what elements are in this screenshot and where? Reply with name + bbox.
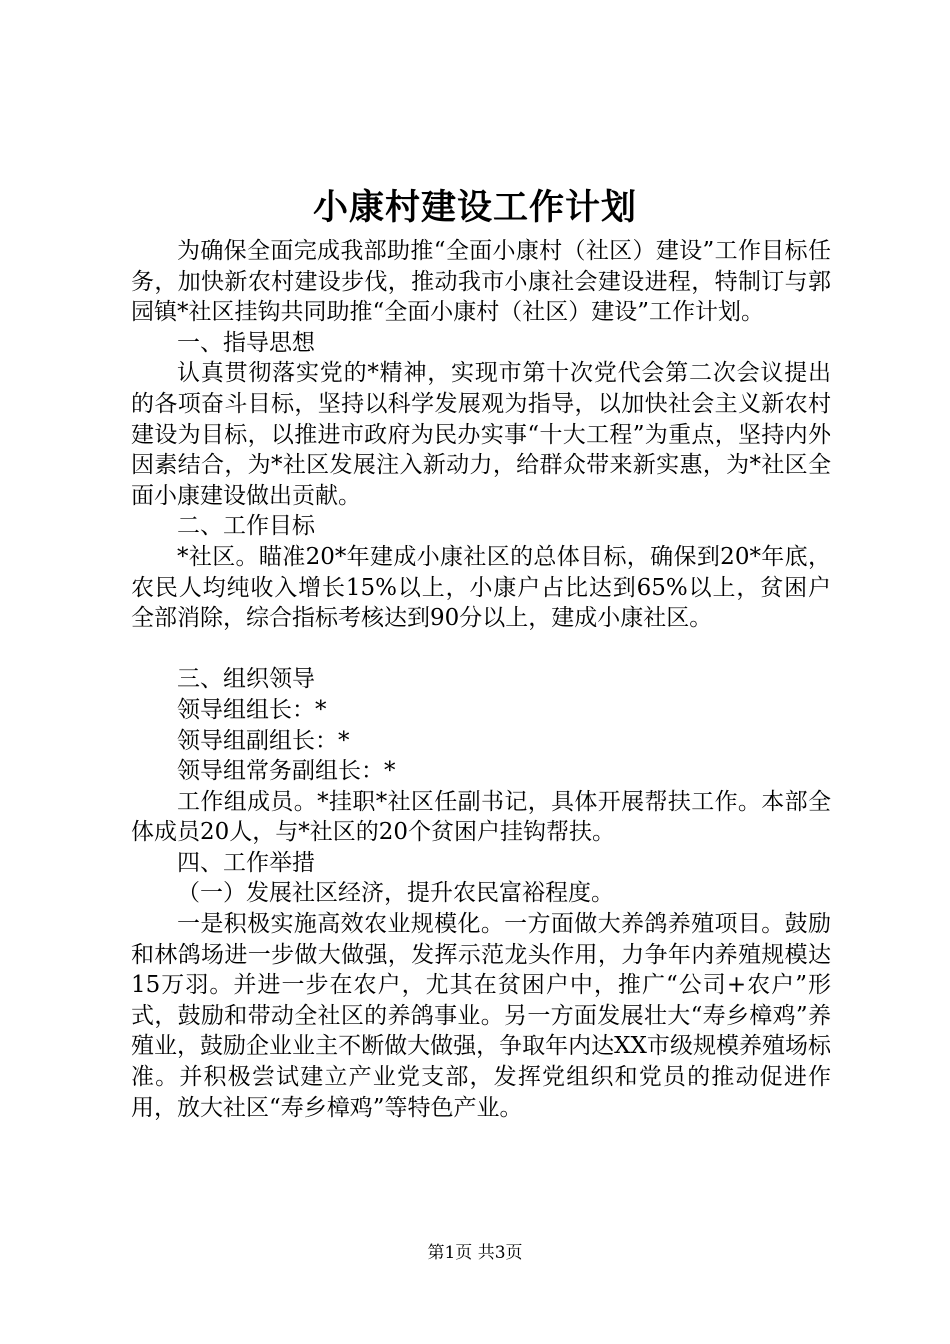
document-title: 小康村建设工作计划 [312, 187, 637, 228]
paragraph-work-goals: *社区。瞄准20*年建成小康社区的总体目标，确保到20*年底，农民人均纯收入增长15%以上，小康户占比达到65%以上，贫困户全部消除，综合指标考核达到90分以上，建成小康社区。 [131, 543, 831, 632]
subheading-economy: （一）发展社区经济，提升农民富裕程度。 [177, 880, 614, 907]
paragraph-intro: 为确保全面完成我部助推“全面小康村（社区）建设”工作目标任务，加快新农村建设步伐，推动我市小康社会建设进程，特制订与郭园镇*社区挂钩共同助推“全面小康村（社区）建设”工作计划。 [131, 238, 831, 326]
paragraph-work-group-members: 工作组成员。*挂职*社区任副书记，具体开展帮扶工作。本部全体成员20人，与*社区的20个贫困户挂钩帮扶。 [131, 788, 831, 846]
line-executive-deputy-leader: 领导组常务副组长：* [177, 758, 396, 785]
heading-organization: 三、组织领导 [177, 666, 315, 693]
paragraph-guiding-ideology: 认真贯彻落实党的*精神，实现市第十次党代会第二次会议提出的各项奋斗目标，坚持以科学发展观为指导，以加快社会主义新农村建设为目标，以推进市政府为民办实事“十大工程”为重点，坚持内外因素结合，为*社区发展注入新动力，给群众带来新实惠，为*社区全面小康建设做出贡献。 [131, 360, 831, 509]
page-footer: 第1页 共3页 [427, 1243, 523, 1263]
heading-work-measures: 四、工作举措 [177, 849, 315, 876]
document-body [131, 236, 831, 1123]
line-group-leader: 领导组组长：* [177, 696, 327, 723]
heading-guiding-ideology: 一、指导思想 [177, 329, 315, 356]
blank-line [131, 634, 831, 665]
line-deputy-leader: 领导组副组长：* [177, 727, 350, 754]
heading-work-goals: 二、工作目标 [177, 513, 315, 540]
paragraph-agriculture: 一是积极实施高效农业规模化。一方面做大养鸽养殖项目。鼓励和林鸽场进一步做大做强，发挥示范龙头作用，力争年内养殖规模达15万羽。并进一步在农户，尤其在贫困户中，推广“公司+农户”形式，鼓励和带动全社区的养鸽事业。另一方面发展壮大“寿乡樟鸡”养殖业，鼓励企业业主不断做大做强，争取年内达XX市级规模养殖场标准。并积极尝试建立产业党支部，发挥党组织和党员的推动促进作用，放大社区“寿乡樟鸡”等特色产业。 [131, 911, 831, 1121]
